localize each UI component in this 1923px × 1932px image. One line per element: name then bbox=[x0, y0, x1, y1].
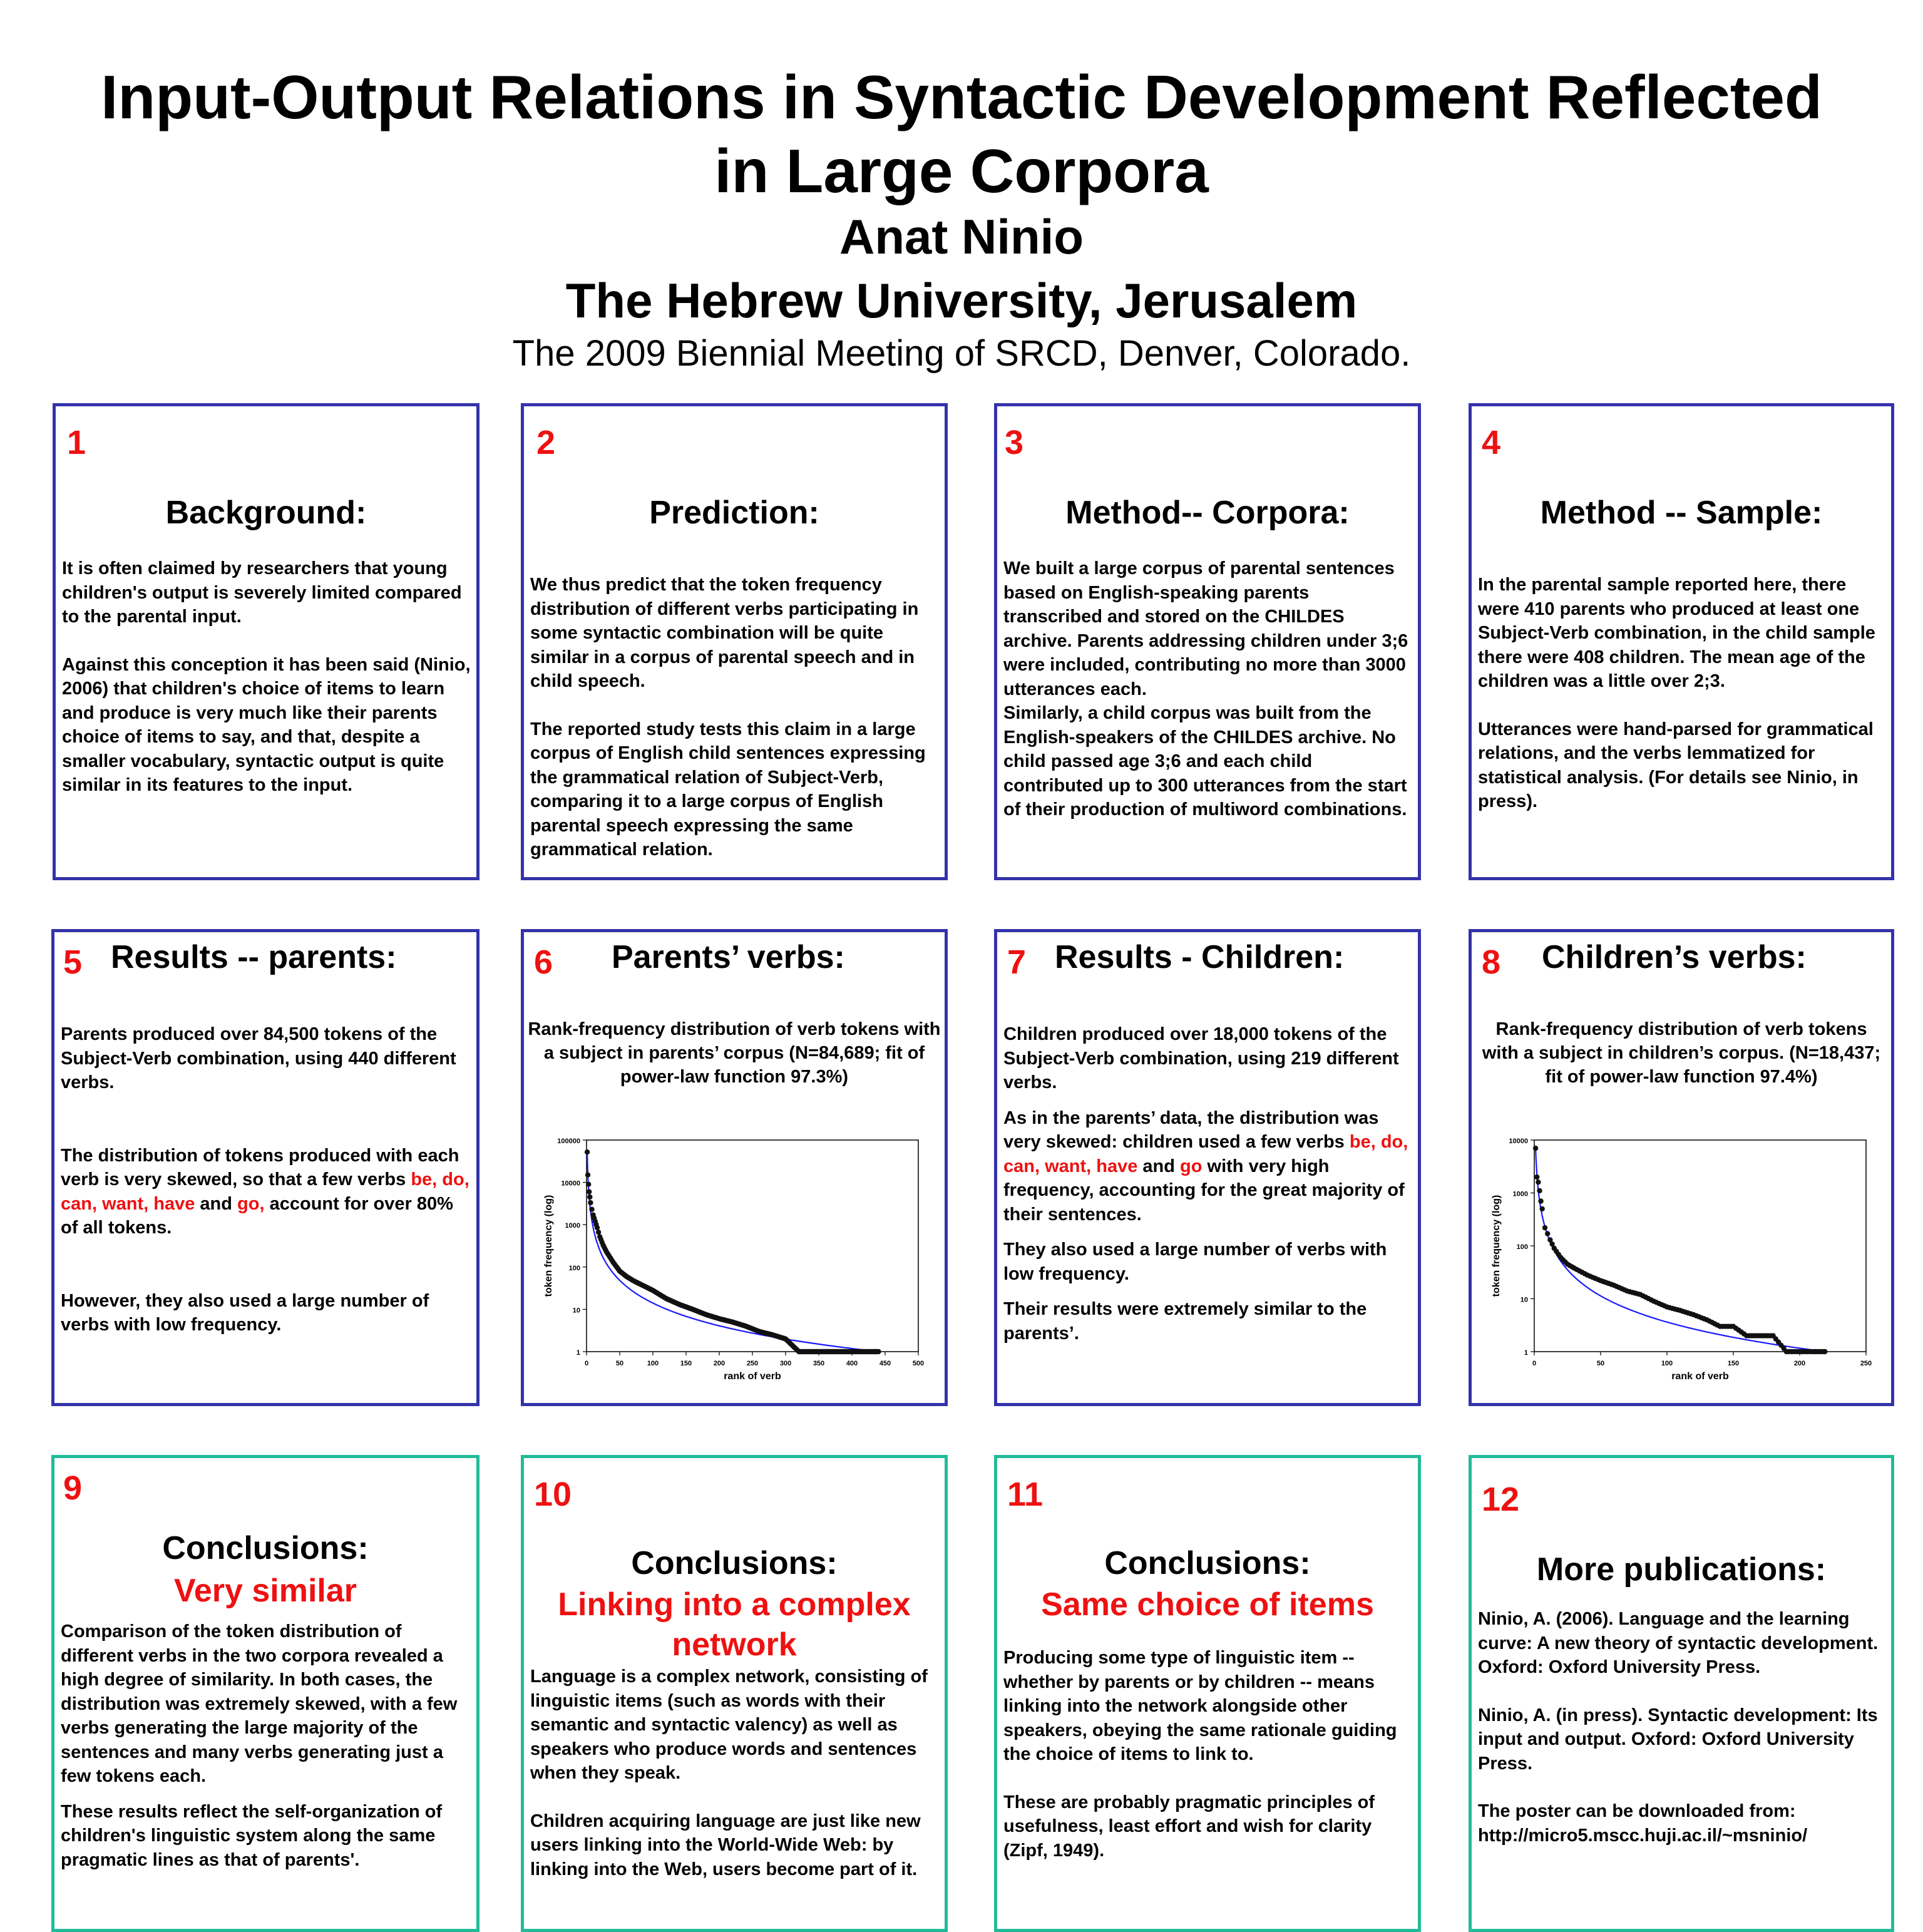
panel-title: Results -- parents: bbox=[111, 939, 397, 975]
panel-method-sample bbox=[1469, 403, 1894, 880]
panel-body bbox=[530, 1665, 940, 1905]
paragraph: We built a large corpus of parental sentences based on English-speaking parents transcribed and stored on the CHILDES archive. Parents addressing children under 3;6 were included, contributing no more than 3000 utterances each. bbox=[1003, 558, 1408, 699]
panel-title: Background: bbox=[165, 495, 367, 531]
panel-number: 4 bbox=[1482, 424, 1501, 461]
poster-title bbox=[0, 60, 1923, 208]
data-point bbox=[1537, 1188, 1542, 1193]
y-tick-label: 10000 bbox=[1509, 1138, 1528, 1145]
x-tick-label: 300 bbox=[779, 1360, 792, 1367]
panel-title: Prediction: bbox=[649, 495, 819, 531]
children-rank-frequency-chart bbox=[1483, 1131, 1884, 1394]
x-tick-label: 200 bbox=[1793, 1360, 1806, 1367]
data-point bbox=[1545, 1231, 1550, 1236]
panel-childrens-verbs bbox=[1469, 929, 1894, 1406]
x-tick-label: 500 bbox=[912, 1360, 925, 1367]
paragraph: Producing some type of linguistic item -- whether by parents or by children -- means linking into the network alongside other speakers, obeying the same rationale guiding the choice of items to link to. bbox=[1003, 1648, 1397, 1764]
panel-number: 7 bbox=[1007, 943, 1027, 981]
panel-body bbox=[62, 557, 471, 821]
x-tick-label: 450 bbox=[879, 1360, 891, 1367]
paragraph: Against this conception it has been said (Ninio, 2006) that children's choice of items to learn and produce is very much like their parents choice of items to say, and that, despite a smaller vocabulary, syntactic output is quite similar in its features to the input. bbox=[62, 654, 471, 795]
reference: Ninio, A. (in press). Syntactic development: Its input and output. Oxford: Oxford University Press. bbox=[1478, 1705, 1878, 1774]
paragraph: The distribution of tokens produced with each verb is very skewed, so that a few verbs be, do, can, want, have and go, account for over 80% of all tokens. bbox=[61, 1145, 469, 1238]
highlighted-verbs: be, do, can, want, have bbox=[61, 1169, 469, 1214]
x-axis-label: rank of verb bbox=[1671, 1371, 1729, 1382]
x-tick-label: 200 bbox=[713, 1360, 726, 1367]
affiliation: The Hebrew University, Jerusalem bbox=[565, 273, 1358, 328]
data-point bbox=[587, 1195, 592, 1200]
panel-conclusions-network bbox=[521, 1455, 948, 1932]
x-tick-label: 250 bbox=[1860, 1360, 1872, 1367]
y-tick-label: 1 bbox=[576, 1349, 580, 1357]
data-point bbox=[1540, 1206, 1545, 1211]
highlighted-verb: go bbox=[1180, 1156, 1203, 1176]
data-point bbox=[1536, 1179, 1541, 1184]
panel-body bbox=[1478, 573, 1886, 838]
paragraph: Children produced over 18,000 tokens of the Subject-Verb combination, using 219 different verbs. bbox=[1003, 1024, 1399, 1092]
panel-title: Conclusions: bbox=[162, 1530, 369, 1566]
y-tick-label: 100 bbox=[568, 1264, 580, 1272]
highlighted-verb: go, bbox=[237, 1193, 265, 1214]
panel-number: 9 bbox=[63, 1469, 83, 1507]
power-law-fit-line bbox=[1536, 1148, 1825, 1352]
panel-title: Conclusions: bbox=[1104, 1545, 1311, 1581]
data-point bbox=[585, 1149, 590, 1154]
panel-subtitle: Same choice of items bbox=[1041, 1586, 1374, 1623]
panel-results-parents bbox=[51, 929, 479, 1406]
x-tick-label: 400 bbox=[846, 1360, 858, 1367]
paragraph: Similarly, a child corpus was built from the English-speakers of the CHILDES archive. No child passed age 3;6 and each child contributed up to 300 utterances from the start of their production of multiword combinations. bbox=[1003, 703, 1407, 820]
panel-title: Method -- Sample: bbox=[1540, 495, 1823, 531]
panel-number: 3 bbox=[1005, 424, 1024, 461]
data-point bbox=[585, 1173, 590, 1178]
panel-number: 11 bbox=[1007, 1476, 1044, 1513]
author-name: Anat Ninio bbox=[839, 209, 1084, 264]
x-tick-label: 0 bbox=[584, 1360, 589, 1367]
paragraph: Utterances were hand-parsed for grammatical relations, and the verbs lemmatized for statistical analysis. (For details see Ninio, in press). bbox=[1478, 719, 1874, 811]
data-point bbox=[588, 1200, 593, 1205]
y-tick-label: 1 bbox=[1524, 1349, 1528, 1357]
x-tick-label: 350 bbox=[813, 1360, 825, 1367]
title-line-1: Input-Output Relations in Syntactic Development Reflected bbox=[101, 63, 1822, 131]
panel-body bbox=[1003, 557, 1413, 846]
panel-number: 8 bbox=[1482, 943, 1501, 981]
data-point bbox=[876, 1349, 881, 1354]
data-point bbox=[1538, 1198, 1543, 1203]
chart-caption: Rank-frequency distribution of verb tokens with a subject in parents’ corpus (N=84,689; fit of power-law function 97.3%) bbox=[528, 1019, 941, 1087]
paragraph: Comparison of the token distribution of different verbs in the two corpora revealed a high degree of similarity. In both cases, the distribution was extremely skewed, with a few verbs generating the large majority of the sentences and many verbs generating just a few tokens each. bbox=[61, 1621, 458, 1786]
x-axis-label: rank of verb bbox=[724, 1371, 781, 1382]
paragraph: Parents produced over 84,500 tokens of the Subject-Verb combination, using 440 different verbs. bbox=[61, 1024, 456, 1092]
panel-number: 1 bbox=[67, 424, 86, 461]
data-point bbox=[596, 1230, 601, 1235]
x-tick-label: 100 bbox=[647, 1360, 659, 1367]
y-tick-label: 100000 bbox=[557, 1138, 580, 1145]
panel-body bbox=[61, 1620, 471, 1883]
reference: Ninio, A. (2006). Language and the learning curve: A new theory of syntactic development. Oxford: Oxford University Press. bbox=[1478, 1609, 1879, 1677]
panel-body bbox=[530, 573, 940, 886]
panel-title: Method-- Corpora: bbox=[1065, 495, 1350, 531]
y-axis-label: token frequency (log) bbox=[1491, 1195, 1502, 1297]
parents-rank-frequency-chart bbox=[535, 1131, 936, 1394]
paragraph: We thus predict that the token frequency distribution of different verbs participating in some syntactic combination will be quite similar in a corpus of parental speech and in child speech. bbox=[530, 575, 919, 691]
paragraph: The reported study tests this claim in a large corpus of English child sentences expressing the grammatical relation of Subject-Verb, comparing it to a large corpus of English parental speech expressing the same grammatical relation. bbox=[530, 719, 926, 860]
y-axis-label: token frequency (log) bbox=[543, 1195, 554, 1297]
panel-number: 5 bbox=[63, 943, 83, 981]
y-tick-label: 1000 bbox=[1512, 1190, 1528, 1198]
panel-number: 10 bbox=[534, 1476, 572, 1513]
paragraph: They also used a large number of verbs with low frequency. bbox=[1003, 1240, 1387, 1284]
chart-caption: Rank-frequency distribution of verb tokens with a subject in children’s corpus. (N=18,437; fit of power-law function 97.4%) bbox=[1482, 1019, 1881, 1087]
paragraph: These results reflect the self-organization of children's linguistic system along the same pragmatic lines as that of parents'. bbox=[61, 1801, 443, 1870]
y-tick-label: 100 bbox=[1516, 1243, 1528, 1251]
panel-number: 6 bbox=[534, 943, 553, 981]
x-tick-label: 150 bbox=[680, 1360, 692, 1367]
panel-method-corpora bbox=[994, 403, 1421, 880]
panel-body bbox=[1003, 1022, 1413, 1357]
data-point bbox=[1822, 1349, 1827, 1354]
x-tick-label: 50 bbox=[1596, 1360, 1605, 1367]
panel-subtitle: Very similar bbox=[174, 1573, 357, 1609]
paragraph: In the parental sample reported here, there were 410 parents who produced at least one Subject-Verb combination, in the child sample there were 408 children. The mean age of the children was a little over 2;3. bbox=[1478, 575, 1875, 691]
y-tick-label: 10 bbox=[1520, 1296, 1528, 1304]
panel-title: Results - Children: bbox=[1055, 939, 1345, 975]
panel-body bbox=[1478, 1607, 1886, 1847]
paragraph: Their results were extremely similar to the parents’. bbox=[1003, 1299, 1367, 1344]
x-tick-label: 250 bbox=[746, 1360, 759, 1367]
title-line-2: in Large Corpora bbox=[714, 136, 1209, 205]
paragraph: The poster can be downloaded from: bbox=[1478, 1801, 1796, 1821]
panel-number: 12 bbox=[1482, 1481, 1520, 1518]
panel-parents-verbs bbox=[521, 929, 948, 1406]
conference: The 2009 Biennial Meeting of SRCD, Denver, Colorado. bbox=[512, 333, 1411, 374]
data-point bbox=[595, 1225, 600, 1230]
y-tick-label: 10000 bbox=[561, 1179, 580, 1188]
paragraph: As in the parents’ data, the distribution was very skewed: children used a few verbs be, do, can, want, have and go with very high frequency, accounting for the great majority of their sentences. bbox=[1003, 1107, 1408, 1225]
y-tick-label: 1000 bbox=[565, 1222, 580, 1230]
paragraph: It is often claimed by researchers that young children's output is severely limited compared to the parental input. bbox=[62, 558, 462, 627]
panel-subtitle: Linking into a complex network bbox=[558, 1586, 911, 1663]
panel-conclusions-choice bbox=[994, 1455, 1421, 1932]
panel-title: Conclusions: bbox=[631, 1545, 838, 1581]
data-point bbox=[1533, 1146, 1538, 1151]
panel-title: Children’s verbs: bbox=[1542, 939, 1807, 975]
data-point bbox=[1534, 1174, 1539, 1179]
panel-prediction bbox=[521, 403, 948, 880]
panel-title: More publications: bbox=[1536, 1551, 1827, 1588]
paragraph: These are probably pragmatic principles of usefulness, least effort and wish for clarity (Zipf, 1949). bbox=[1003, 1792, 1375, 1861]
download-link[interactable]: http://micro5.mscc.huji.ac.il/~msninio/ bbox=[1478, 1825, 1808, 1846]
panel-title: Parents’ verbs: bbox=[612, 939, 845, 975]
data-point bbox=[587, 1189, 592, 1194]
panel-conclusions-similar bbox=[51, 1455, 479, 1932]
x-tick-label: 100 bbox=[1661, 1360, 1673, 1367]
data-point bbox=[1542, 1225, 1547, 1230]
x-tick-label: 50 bbox=[615, 1360, 624, 1367]
paragraph: Children acquiring language are just like new users linking into the World-Wide Web: by linking into the Web, users become part of it. bbox=[530, 1811, 921, 1879]
panel-body bbox=[61, 1022, 471, 1361]
plot-area bbox=[587, 1140, 918, 1352]
panel-more-publications bbox=[1469, 1455, 1894, 1932]
y-tick-label: 10 bbox=[572, 1307, 580, 1315]
paragraph: However, they also used a large number of verbs with low frequency. bbox=[61, 1290, 429, 1335]
panel-background bbox=[53, 403, 479, 880]
data-point bbox=[589, 1207, 594, 1212]
x-tick-label: 0 bbox=[1532, 1360, 1537, 1367]
x-tick-label: 150 bbox=[1727, 1360, 1740, 1367]
panel-number: 2 bbox=[536, 424, 556, 461]
highlighted-verbs: be, do, can, want, have bbox=[1003, 1132, 1408, 1176]
panel-body bbox=[1003, 1646, 1413, 1886]
paragraph: Language is a complex network, consisting of linguistic items (such as words with their semantic and syntactic valency) as well as speakers who produce words and sentences when they speak. bbox=[530, 1667, 928, 1783]
data-point bbox=[586, 1182, 591, 1187]
panel-results-children bbox=[994, 929, 1421, 1406]
